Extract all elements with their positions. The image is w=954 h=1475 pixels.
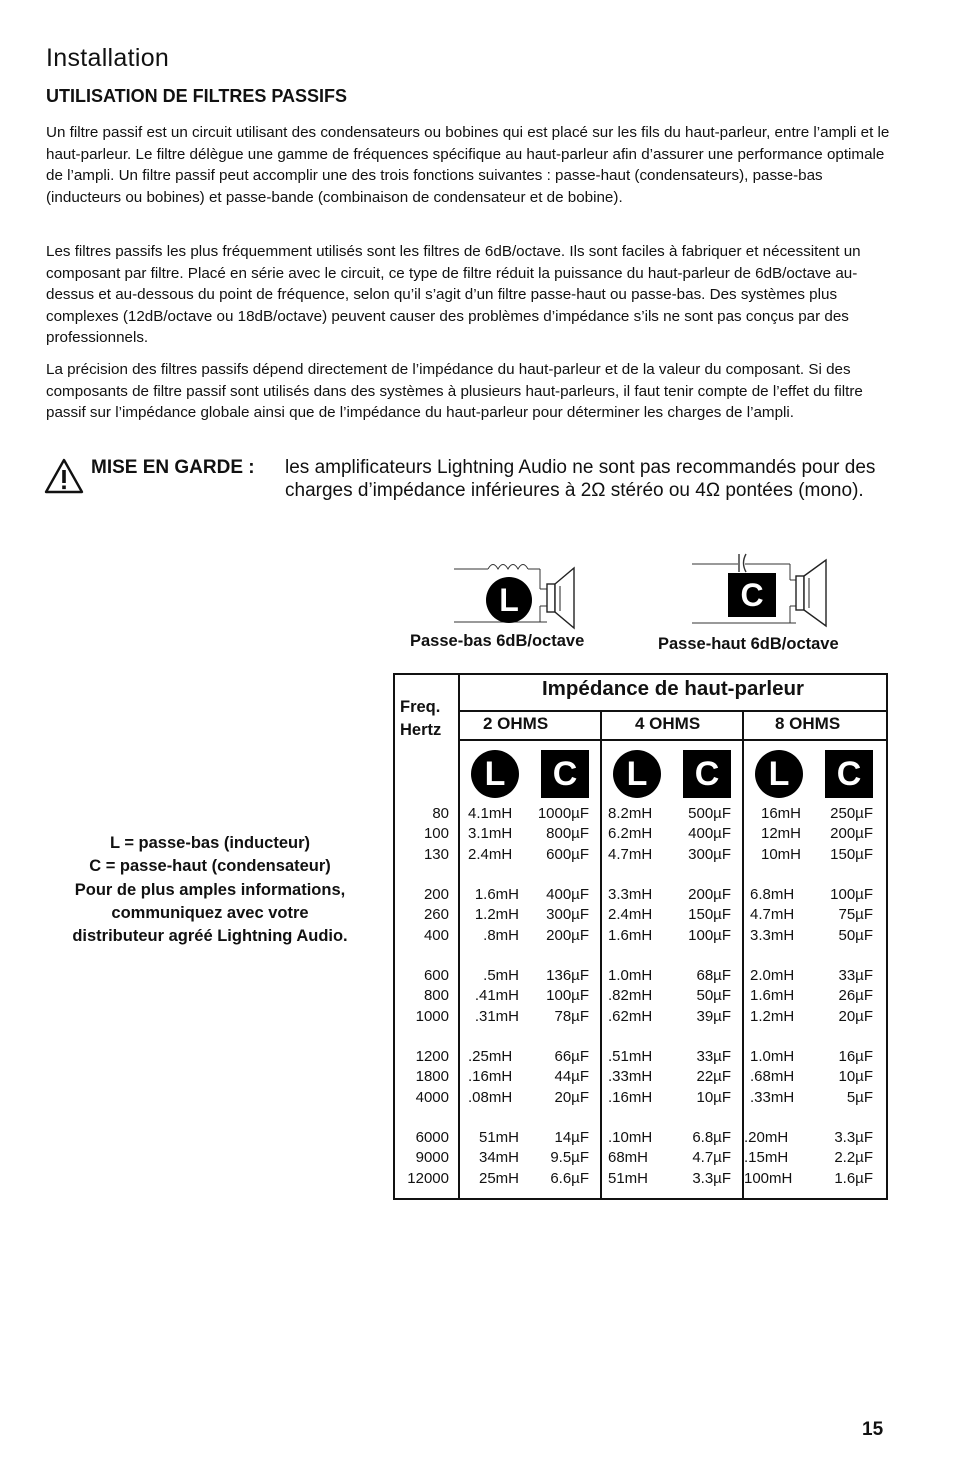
value-cell: 400µF 300µF 200µF (546, 886, 589, 944)
page-number: 15 (862, 1419, 884, 1440)
value-cell: 2.0mH 1.6mH 1.2mH (750, 967, 795, 1025)
freq-values: 1200 1800 4000 (415, 1048, 449, 1106)
value-cell: 250µF 200µF 150µF (830, 805, 873, 863)
value-cell: 4.1mH 3.1mH 2.4mH (468, 805, 513, 863)
lowpass-badge (486, 577, 532, 623)
legend-line: C = passe-haut (condensateur) (89, 857, 331, 876)
value-cell: 16mH 12mH 10mH (760, 805, 801, 863)
value-cell: 136µF 100µF 78µF (546, 967, 589, 1025)
col-badge-l-8ohm: L (755, 750, 803, 798)
value-cell: 500µF 400µF 300µF (688, 805, 731, 863)
value-cell: 1000µF 800µF 600µF (537, 805, 589, 863)
value-cell: .25mH .16mH .08mH (468, 1048, 513, 1106)
value-cell: 6.8mH 4.7mH 3.3mH (750, 886, 795, 944)
freq-header (400, 696, 441, 742)
table-title: Impédance de haut-parleur (541, 677, 804, 700)
value-cell: 6.8µF 4.7µF 3.3µF (692, 1129, 731, 1187)
ohms-2-header: 2 OHMS (483, 714, 549, 733)
col-badge-c-4ohm: C (683, 750, 731, 798)
freq-header-line1: Freq. (400, 698, 441, 716)
section-heading: UTILISATION DE FILTRES PASSIFS (46, 86, 348, 106)
paragraph-2: Les filtres passifs les plus fréquemment utilisés sont les filtres de 6dB/octave. Ils sont faciles à fabriquer et nécessitent un composant par filtre. Placé en série avec le circuit, ce type de filtre réduit la puissance du haut-parleur de 6dB/octave au-dessus et au-dessous du point de fréquence, selon qu’il s’agit d’un filtre passe-haut ou passe-bas. Des systèmes plus complexes (12dB/octave ou 18dB/octave) peuvent causer des problèmes d’impédance s’ils ne sont pas conçus par des professionnels. (46, 243, 861, 346)
value-cell: 33µF 22µF 10µF (696, 1048, 731, 1106)
freq-values: 200 260 400 (423, 886, 449, 944)
legend-line: communiquez avec votre (111, 903, 309, 922)
section-title: Installation (46, 44, 170, 72)
value-cell: 3.3mH 2.4mH 1.6mH (608, 886, 653, 944)
legend (40, 832, 380, 948)
value-cell: 51mH 34mH 25mH (478, 1129, 519, 1187)
lowpass-badge-letter: L (499, 582, 519, 618)
highpass-caption: Passe-haut 6dB/octave (658, 635, 839, 653)
value-cell: 68µF 50µF 39µF (696, 967, 731, 1025)
value-cell: 1.6mH 1.2mH .8mH (474, 886, 519, 944)
highpass-badge (728, 573, 776, 617)
col-badge-c-2ohm: C (541, 750, 589, 798)
warning-text: les amplificateurs Lightning Audio ne sont pas recommandés pour des charges d’impédance inférieures à 2Ω stéréo ou 4Ω pontées (mono). (285, 457, 876, 501)
freq-header-line2: Hertz (400, 721, 442, 739)
highpass-badge-letter: C (740, 577, 764, 613)
paragraph-1: Un filtre passif est un circuit utilisant des condensateurs ou bobines qui est placé sur les fils du haut-parleur, entre l’ampli et le haut-parleur. Le filtre délègue une gamme de fréquences spécifique au haut-parleur afin d’assurer une performance optimale de l’ampli. Un filtre passif peut accomplir une des trois fonctions suivantes : passe-haut (condensateurs), passe-bas (inducteurs ou bobines) et passe-bande (combinaison de condensateur et de bobine). (46, 124, 890, 206)
value-cell: 16µF 10µF 5µF (838, 1048, 873, 1106)
ohms-4-header: 4 OHMS (635, 714, 701, 733)
value-cell: 8.2mH 6.2mH 4.7mH (608, 805, 653, 863)
freq-values: 600 800 1000 (415, 967, 449, 1025)
col-badge-c-8ohm: C (825, 750, 873, 798)
value-cell: 100µF 75µF 50µF (830, 886, 873, 944)
value-cell: 3.3µF 2.2µF 1.6µF (834, 1129, 873, 1187)
value-cell: 200µF 150µF 100µF (688, 886, 731, 944)
freq-values: 80 100 130 (423, 805, 449, 863)
freq-values: 6000 9000 12000 (407, 1129, 449, 1187)
value-cell: 14µF 9.5µF 6.6µF (550, 1129, 589, 1187)
value-cell: 1.0mH .68mH .33mH (750, 1048, 795, 1106)
legend-line: Pour de plus amples informations, (74, 880, 346, 899)
ohms-8-header: 8 OHMS (775, 714, 841, 733)
col-badge-l-2ohm: L (471, 750, 519, 798)
value-cell: .5mH .41mH .31mH (474, 967, 519, 1025)
lowpass-caption: Passe-bas 6dB/octave (410, 632, 585, 650)
warning-label: MISE EN GARDE : (91, 457, 255, 478)
value-cell: .10mH 68mH 51mH (608, 1129, 653, 1187)
legend-line: L = passe-bas (inducteur) (109, 834, 311, 852)
paragraph-3: La précision des filtres passifs dépend directement de l’impédance du haut-parleur et de la valeur du composant. Si des composants de filtre passif sont utilisés dans des systèmes à plusieurs haut-parleurs, il faut tenir compte de l’effet du filtre passif sur l’impédance globale ainsi que de l’impédance du haut-parleur pour déterminer les charges de l’ampli. (46, 361, 863, 421)
legend-line: distributeur agréé Lightning Audio. (72, 927, 348, 946)
col-badge-l-4ohm: L (613, 750, 661, 798)
value-cell: 33µF 26µF 20µF (838, 967, 873, 1025)
value-cell: 1.0mH .82mH .62mH (608, 967, 653, 1025)
value-cell: 66µF 44µF 20µF (554, 1048, 589, 1106)
filter-table (393, 673, 888, 1200)
value-cell: .20mH .15mH 100mH (744, 1129, 793, 1187)
value-cell: .51mH .33mH .16mH (608, 1048, 653, 1106)
warning-icon (44, 458, 84, 494)
